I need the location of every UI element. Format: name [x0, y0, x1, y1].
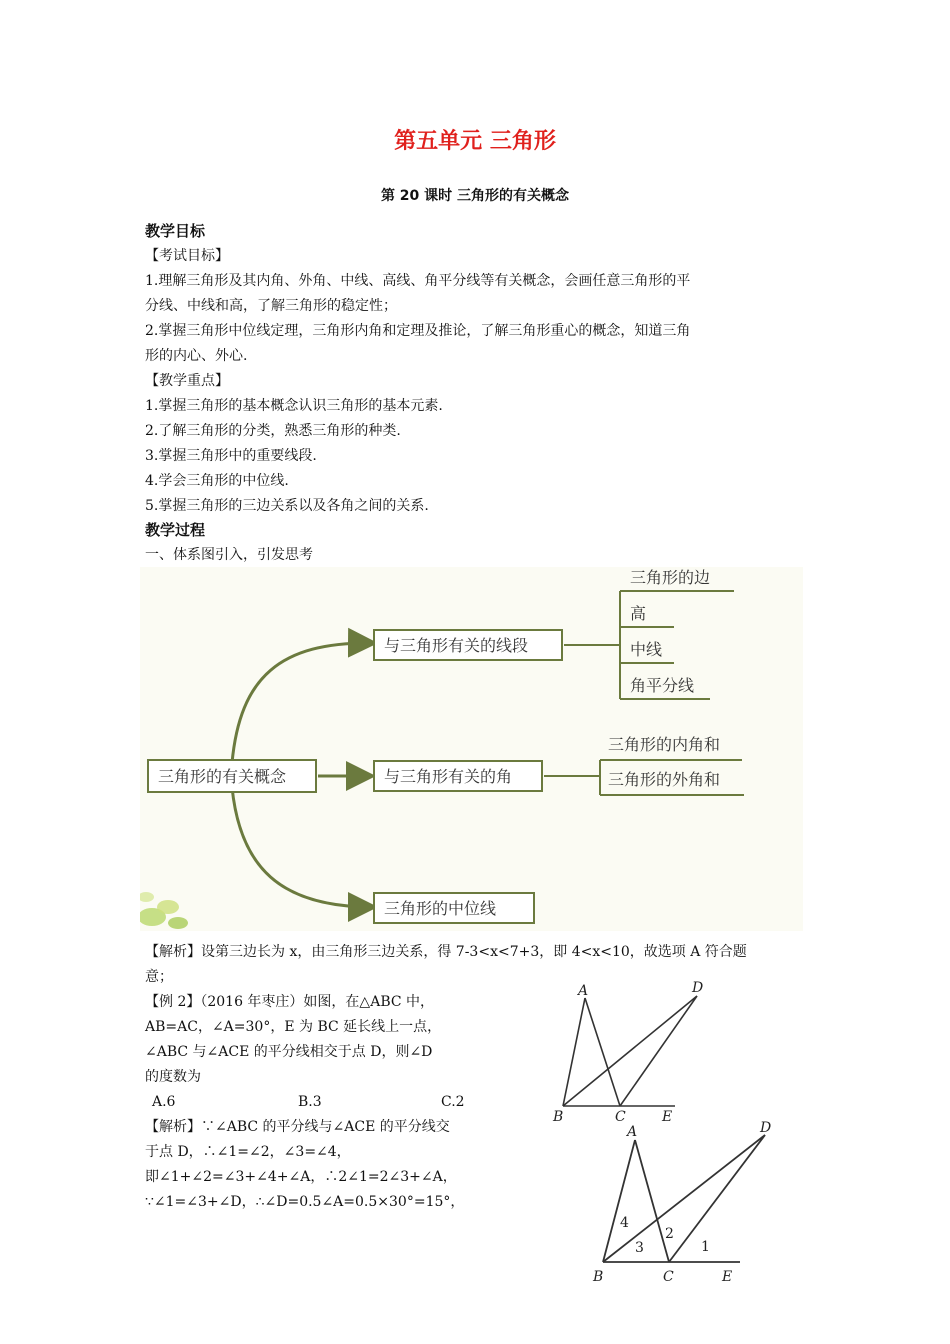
- analysis2-line: ∵∠1=∠3+∠D，∴∠D=0.5∠A=0.5×30°=15°，: [145, 1194, 465, 1210]
- concept-map: [140, 567, 803, 931]
- example2-line: ∠ABC 与∠ACE 的平分线相交于点 D，则∠D: [145, 1044, 433, 1060]
- analysis1-line: 【解析】设第三边长为 x，由三角形三边关系，得 7-3<x<7+3，即 4<x<10，故选项 A 符合题: [145, 944, 747, 960]
- exam-line: 2.掌握三角形中位线定理，三角形内角和定理及推论，了解三角形重心的概念，知道三角: [145, 323, 691, 339]
- segment-item: 高: [630, 604, 647, 623]
- focus-line: 1.掌握三角形的基本概念认识三角形的基本元素.: [145, 398, 443, 414]
- label-B: B: [553, 1109, 564, 1123]
- focus-line: 3.掌握三角形中的重要线段.: [145, 448, 317, 464]
- exam-line: 1.理解三角形及其内角、外角、中线、高线、角平分线等有关概念，会画任意三角形的平: [145, 273, 691, 289]
- analysis2-line: 于点 D，∴∠1=∠2，∠3=∠4，: [145, 1144, 351, 1160]
- segment-item: 角平分线: [630, 676, 695, 695]
- label-E: E: [722, 1269, 733, 1285]
- focus-label: 【教学重点】: [145, 373, 229, 389]
- exam-objectives-label: 【考试目标】: [145, 248, 229, 264]
- angle-item: 三角形的内角和: [608, 735, 721, 754]
- label-E: E: [662, 1109, 673, 1123]
- analysis1-line: 意；: [145, 969, 173, 985]
- analysis2-line: 【解析】∵∠ABC 的平分线与∠ACE 的平分线交: [145, 1119, 450, 1135]
- exam-line: 分线、中线和高，了解三角形的稳定性；: [145, 298, 397, 314]
- leaf-decoration: [140, 892, 188, 929]
- analysis2-line: 即∠1+∠2=∠3+∠4+∠A，∴2∠1=2∠3+∠A，: [145, 1169, 457, 1185]
- angle-mark-1: 1: [701, 1239, 710, 1255]
- label-D: D: [760, 1120, 772, 1136]
- example2-line: 【例 2】（2016 年枣庄）如图，在△ABC 中，: [145, 994, 435, 1010]
- option-c: C.2: [441, 1094, 465, 1110]
- label-A: A: [627, 1124, 638, 1140]
- lesson-title: 第 20 课时 三角形的有关概念: [380, 188, 570, 204]
- unit-title: 第五单元 三角形: [394, 129, 556, 154]
- segments-label: 与三角形有关的线段: [384, 636, 529, 655]
- triangle-figure-1: [545, 978, 715, 1123]
- angle-item: 三角形的外角和: [608, 770, 721, 789]
- label-D: D: [692, 980, 704, 996]
- root-label: 三角形的有关概念: [158, 767, 287, 786]
- label-C: C: [615, 1109, 626, 1123]
- focus-line: 2.了解三角形的分类，熟悉三角形的种类.: [145, 423, 401, 439]
- label-A: A: [578, 983, 589, 999]
- angles-label: 与三角形有关的角: [384, 767, 513, 786]
- midline-label: 三角形的中位线: [384, 899, 497, 918]
- angle-mark-2: 2: [665, 1226, 674, 1242]
- segment-item: 三角形的边: [630, 568, 711, 587]
- angle-mark-3: 3: [635, 1240, 644, 1256]
- example2-line: 的度数为: [145, 1069, 201, 1085]
- focus-line: 5.掌握三角形的三边关系以及各角之间的关系.: [145, 498, 429, 514]
- option-b: B.3: [298, 1094, 322, 1110]
- focus-line: 4.学会三角形的中位线.: [145, 473, 289, 489]
- process-step: 一、体系图引入，引发思考: [145, 547, 313, 563]
- option-a: A.6: [152, 1094, 176, 1110]
- label-B: B: [593, 1269, 604, 1285]
- exam-line: 形的内心、外心.: [145, 348, 248, 364]
- segment-item: 中线: [630, 640, 663, 659]
- triangle-figure-2: [585, 1115, 785, 1285]
- objectives-heading: 教学目标: [145, 222, 206, 240]
- process-heading: 教学过程: [145, 521, 206, 539]
- example2-line: AB=AC，∠A=30°，E 为 BC 延长线上一点，: [145, 1019, 442, 1035]
- label-C: C: [663, 1269, 674, 1285]
- angle-mark-4: 4: [620, 1215, 629, 1231]
